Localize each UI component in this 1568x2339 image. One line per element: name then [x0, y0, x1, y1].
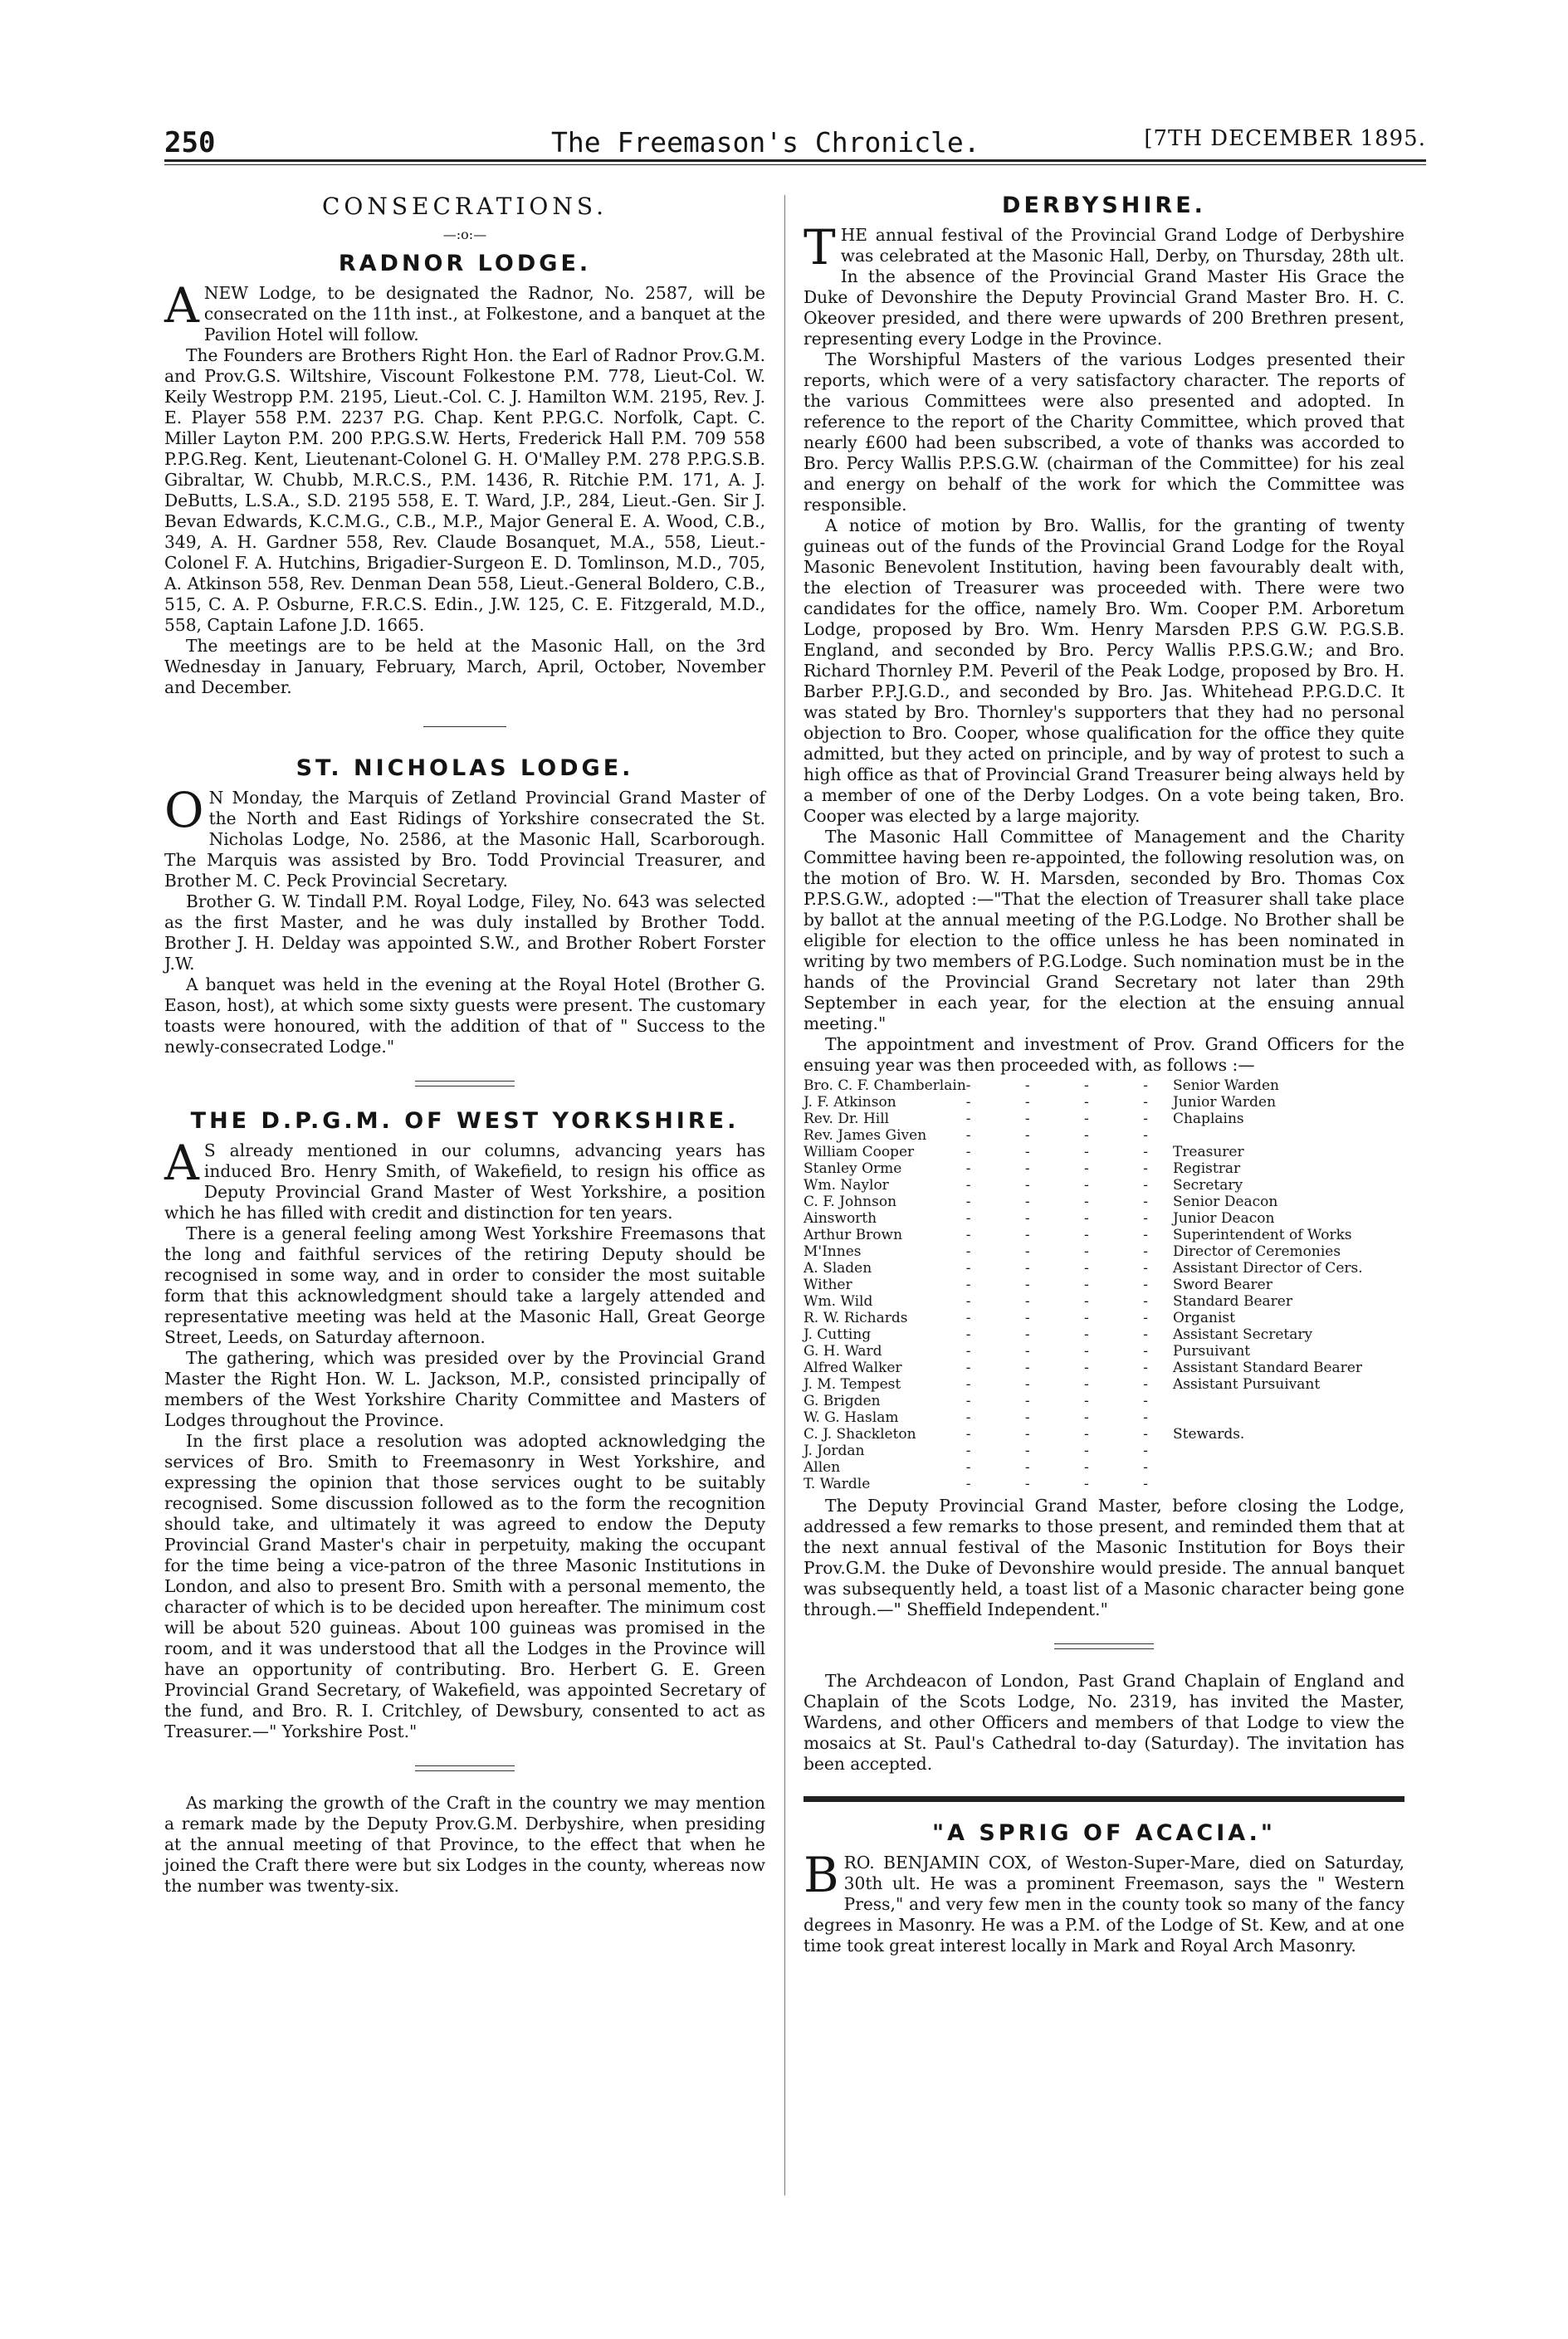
appointment-row [804, 1160, 1404, 1177]
appointment-name: M'Innes [804, 1243, 862, 1260]
appointment-row [804, 1127, 1404, 1144]
leader-dashes: - - - - [965, 1260, 1173, 1277]
st-nicholas-article [164, 755, 765, 1057]
appointment-office: Director of Ceremonies [1172, 1243, 1341, 1260]
derbyshire-para-5: The appointment and investment of Prov. Grand Officers for the ensuing year was then proceeded with, as follows :— [804, 1034, 1404, 1075]
appointment-office: Pursuivant [1172, 1343, 1251, 1360]
section-ornament: —:o:— [442, 227, 487, 242]
derbyshire-para-3: A notice of motion by Bro. Wallis, for the granting of twenty guineas out of the funds of the Provincial Grand Lodge for the Royal Masonic Benevolent Institution, having been favourably dealt with, the election of Treasurer was proceeded with. There were two candidates for the office, namely Bro. Wm. Cooper P.M. Arboretum Lodge, proposed by Bro. Wm. Henry Marsden P.P.S G.W. P.G.S.B. England, and seconded by Bro. Percy Wallis P.P.S.G.W.; and Bro. Richard Thornley P.M. Peveril of the Peak Lodge, proposed by Bro. H. Barber P.P.J.G.D., and seconded by Bro. Jas. Whitehead P.P.G.D.C. It was stated by Bro. Thornley's supporters that they had no personal objection to Bro. Cooper, whose qualification for the office they quite admitted, but they acted on principle, and by way of protest to such a high office as that of Provincial Grand Treasurer being always held by a member of one of the Derby Lodges. On a vote being taken, Bro. Cooper was elected by a large majority. [804, 515, 1404, 826]
appointment-row [804, 1326, 1404, 1343]
archdeacon-note: The Archdeacon of London, Past Grand Chaplain of England and Chaplain of the Scots Lodge, No. 2319, has invited the Master, Wardens, and other Officers and members of that Lodge to view the mosaics at St. Paul's Cathedral to-day (Saturday). The invitation has been accepted. [804, 1671, 1404, 1774]
leader-dashes: - - - - [965, 1243, 1173, 1260]
st-nicholas-para-3: A banquet was held in the evening at the Royal Hotel (Brother G. Eason, host), at which some sixty guests were present. The customary toasts were honoured, with the addition of that of " Success to the newly-consecrated Lodge." [164, 974, 765, 1057]
appointment-row [804, 1111, 1404, 1127]
appointment-name: J. Cutting [804, 1326, 872, 1343]
appointment-name: Stanley Orme [804, 1160, 902, 1177]
appointment-name: Alfred Walker [804, 1360, 902, 1376]
leader-dashes: - - - - [965, 1459, 1173, 1476]
acacia-heading: "A SPRIG OF ACACIA." [932, 1820, 1276, 1846]
appointment-name: William Cooper [804, 1144, 915, 1160]
appointment-office [1173, 1409, 1404, 1426]
derbyshire-para-1: THE annual festival of the Provincial Grand Lodge of Derbyshire was celebrated at the Masonic Hall, Derby, on Thursday, 28th ult. In the absence of the Provincial Grand Master His Grace the Duke of Devonshire the Deputy Provincial Grand Master Bro. H. C. Okeover presided, and there were upwards of 200 Brethren present, representing every Lodge in the Province. [804, 219, 1404, 349]
appointment-office [1173, 1443, 1404, 1459]
header-rule-thick [164, 159, 1426, 162]
leader-dashes: - - - - [965, 1094, 1173, 1111]
leader-dashes: - - - - [965, 1409, 1173, 1426]
leader-dashes: - - - - [965, 1310, 1173, 1326]
radnor-founders: The Founders are Brothers Right Hon. the Earl of Radnor Prov.G.M. and Prov.G.S. Wiltshire, Viscount Folkestone P.M. 778, Lieut-Col. W. Keily Westropp P.M. 2195, Lieut.-Col. C. J. Hamilton W.M. 2195, Rev. J. E. Player 558 P.M. 2237 P.G. Chap. Kent P.P.G.C. Norfolk, Capt. C. Miller Layton P.M. 200 P.P.G.S.W. Herts, Frederick Hall P.M. 709 558 P.P.G.Reg. Kent, Lieutenant-Colonel G. H. O'Malley P.M. 278 P.P.G.S.B. Gibraltar, W. Chubb, M.R.C.S., P.M. 1436, R. Ritchie P.M. 171, A. J. DeButts, L.S.A., S.D. 2195 558, E. T. Ward, J.P., 284, Lieut.-Gen. Sir J. Bevan Edwards, K.C.M.G., C.B., M.P., Major General E. A. Wood, C.B., 349, A. H. Gardner 558, Rev. Claude Bosanquet, M.A., 558, Lieut.-Colonel F. A. Hutchins, Brigadier-Surgeon E. D. Tomlinson, M.D., 705, A. Atkinson 558, Rev. Denman Dean 558, Lieut.-General Boldero, C.B., 515, C. A. P. Osburne, F.R.C.S. Edin., J.W. 125, C. E. Fitzgerald, M.D., 558, Captain Lafone J.D. 1665. [164, 345, 765, 635]
leader-dashes: - - - - [965, 1343, 1173, 1360]
derbyshire-heading: DERBYSHIRE. [1002, 193, 1206, 218]
appointment-row [804, 1210, 1404, 1227]
radnor-heading: RADNOR LODGE. [338, 251, 592, 276]
leader-dashes: - - - - [965, 1443, 1173, 1459]
radnor-lodge-article [164, 251, 765, 698]
appointment-row [804, 1144, 1404, 1160]
appointment-row [804, 1426, 1404, 1443]
appointment-row [804, 1360, 1404, 1376]
appointment-office: Treasurer [1172, 1144, 1244, 1160]
drop-cap: A [164, 277, 199, 334]
radnor-meetings: The meetings are to be held at the Masonic Hall, on the 3rd Wednesday in January, February, March, April, October, November and December. [164, 636, 765, 697]
derbyshire-article [804, 193, 1404, 1620]
appointment-row [804, 1343, 1404, 1360]
leader-dashes: - - - - [965, 1160, 1173, 1177]
column-separator [784, 195, 785, 2195]
appointment-name: J. F. Atkinson [804, 1094, 896, 1111]
appointment-name: Rev. James Given [804, 1127, 927, 1144]
appointment-office [1173, 1459, 1404, 1476]
leader-dashes: - - - - [965, 1326, 1173, 1343]
heavy-rule [804, 1796, 1404, 1802]
dpgm-para-1: A S already mentioned in our columns, advancing years has induced Bro. Henry Smith, of Wakefield, to resign his office as Deputy Provincial Grand Master of West Yorkshire, a position which he has filled with credit and distinction for ten years. [164, 1135, 765, 1223]
appointment-row [804, 1376, 1404, 1393]
derbyshire-para-4: The Masonic Hall Committee of Management and the Charity Committee having been re-appointed, the following resolution was, on the motion of Bro. W. H. Marsden, seconded by Bro. Thomas Cox P.P.S.G.W., adopted :—"That the election of Treasurer shall take place by ballot at the annual meeting of the P.G.Lodge. No Brother shall be eligible for election to the office unless he has been nominated in writing by two members of P.G.Lodge. Such nomination must be in the hands of the Provincial Grand Secretary not later than 29th September in each year, for the election at the ensuing annual meeting." [804, 827, 1404, 1033]
acacia-para-1: BRO. BENJAMIN COX, of Weston-Super-Mare, died on Saturday, 30th ult. He was a prominent Freemason, says the " Western Press," and very few men in the county took so many of the fancy degrees in Masonry. He was a P.M. of the Lodge of St. Kew, and at one time took great interest locally in Mark and Royal Arch Masonry. [804, 1847, 1404, 1956]
leader-dashes: - - - - [965, 1077, 1173, 1094]
appointment-office: Superintendent of Works [1172, 1227, 1352, 1243]
leader-dashes: - - - - [965, 1127, 1173, 1144]
st-nicholas-para-1: O N Monday, the Marquis of Zetland Provincial Grand Master of the North and East Ridings of Yorkshire consecrated the St. Nicholas Lodge, No. 2586, at the Masonic Hall, Scarborough. The Marquis was assisted by Bro. Todd Provincial Treasurer, and Brother M. C. Peck Provincial Secretary. [164, 782, 765, 891]
appointment-row [804, 1393, 1404, 1409]
appointment-office: Junior Deacon [1172, 1210, 1275, 1227]
appointment-name: Ainsworth [804, 1210, 877, 1227]
appointment-name: C. J. Shackleton [804, 1426, 916, 1443]
appointment-office: Sword Bearer [1172, 1277, 1272, 1293]
appointment-office: Senior Deacon [1172, 1194, 1278, 1210]
masthead [164, 126, 1426, 159]
leader-dashes: - - - - [965, 1111, 1173, 1127]
appointment-name: A. Sladen [804, 1260, 872, 1277]
appointment-name: T. Wardle [804, 1476, 871, 1492]
leader-dashes: - - - - [965, 1177, 1173, 1194]
derbyshire-para-6: The Deputy Provincial Grand Master, before closing the Lodge, addressed a few remarks to those present, and reminded them that at the next annual festival of the Masonic Institution for Boys their Prov.G.M. the Duke of Devonshire would preside. The annual banquet was subsequently held, a toast list of a Masonic character being gone through.—" Sheffield Independent." [804, 1496, 1404, 1619]
appointment-office: Secretary [1172, 1177, 1243, 1194]
dpgm-para-4: In the first place a resolution was adopted acknowledging the services of Bro. Smith to Freemasonry in West Yorkshire, and expressing the opinion that those services ought to be suitably recognised. Some discussion followed as to the form the recognition should take, and ultimately it was agreed to endow the Deputy Provincial Grand Master's chair in perpetuity, making the occupant for the time being a vice-patron of the three Masonic Institutions in London, and also to present Bro. Smith with a personal memento, the character of which is to be decided upon hereafter. The minimum cost will be about 520 guineas. About 100 guineas was promised in the room, and it was understood that all the Lodges in the Province will have an opportunity of contributing. Bro. Herbert G. E. Green Provincial Grand Secretary, of Wakefield, was appointed Secretary of the fund, and Bro. R. I. Critchley, of Dewsbury, consented to act as Treasurer.—" Yorkshire Post." [164, 1431, 765, 1741]
consecrations-heading: CONSECRATIONS. [322, 193, 608, 220]
appointment-name: W. G. Haslam [804, 1409, 899, 1426]
appointment-office: Junior Warden [1172, 1094, 1277, 1111]
dpgm-heading: THE D.P.G.M. OF WEST YORKSHIRE. [190, 1108, 740, 1134]
appointment-office: Assistant Secretary [1172, 1326, 1313, 1343]
appointment-name: J. Jordan [804, 1443, 865, 1459]
appointment-name: Wm. Naylor [804, 1177, 889, 1194]
appointment-office: Chaplains [1172, 1111, 1244, 1127]
appointment-row [804, 1177, 1404, 1194]
appointment-row [804, 1310, 1404, 1326]
dpgm-para-2: There is a general feeling among West Yorkshire Freemasons that the long and faithful services of the retiring Deputy should be recognised in some way, and in order to consider the most suitable form that this acknowledgment should take a largely attended and representative meeting was held at the Masonic Hall, Great George Street, Leeds, on Saturday afternoon. [164, 1223, 765, 1347]
appointment-row [804, 1077, 1404, 1094]
appointment-name: G. H. Ward [804, 1343, 882, 1360]
appointment-name: R. W. Richards [804, 1310, 908, 1326]
divider [415, 1081, 515, 1086]
drop-cap: O [164, 782, 204, 838]
leader-dashes: - - - - [965, 1194, 1173, 1210]
divider [423, 726, 506, 727]
dpgm-article [164, 1108, 765, 1742]
leader-dashes: - - - - [965, 1393, 1173, 1409]
page-number: 250 [164, 126, 216, 159]
appointment-name: Allen [804, 1459, 841, 1476]
drop-cap: A [164, 1135, 199, 1191]
divider [415, 1765, 515, 1771]
leader-dashes: - - - - [965, 1476, 1173, 1492]
appointment-office: Assistant Director of Cers. [1172, 1260, 1363, 1277]
appointment-name: G. Brigden [804, 1393, 881, 1409]
appointment-office: Registrar [1172, 1160, 1241, 1177]
appointment-office [1173, 1476, 1404, 1492]
appointment-row [804, 1293, 1404, 1310]
leader-dashes: - - - - [965, 1227, 1173, 1243]
appointment-name: Rev. Dr. Hill [804, 1111, 890, 1127]
appointment-office: Stewards. [1172, 1426, 1245, 1443]
left-column [164, 193, 765, 1897]
appointment-name: J. M. Tempest [804, 1376, 901, 1393]
leader-dashes: - - - - [965, 1360, 1173, 1376]
appointment-office: Assistant Standard Bearer [1172, 1360, 1362, 1376]
appointment-office: Organist [1172, 1310, 1235, 1326]
right-column [804, 193, 1404, 1956]
appointment-row [804, 1459, 1404, 1476]
appointment-row [804, 1260, 1404, 1277]
appointment-name: Wither [804, 1277, 852, 1293]
appointments-table [804, 1077, 1404, 1492]
leader-dashes: - - - - [965, 1144, 1173, 1160]
appointment-row [804, 1277, 1404, 1293]
appointment-row [804, 1194, 1404, 1210]
drop-cap: B [804, 1847, 839, 1903]
appointment-name: Bro. C. F. Chamberlain [804, 1077, 966, 1094]
radnor-para-1: ANEW Lodge, to be designated the Radnor, No. 2587, will be consecrated on the 11th inst., at Folkestone, and a banquet at the Pavilion Hotel will follow. [164, 277, 765, 344]
appointment-office: Senior Warden [1172, 1077, 1279, 1094]
leader-dashes: - - - - [965, 1210, 1173, 1227]
appointment-office [1173, 1127, 1404, 1144]
publication-title: The Freemason's Chronicle. [551, 126, 980, 159]
appointment-row [804, 1476, 1404, 1492]
appointment-name: Wm. Wild [804, 1293, 873, 1310]
appointment-name: C. F. Johnson [804, 1194, 897, 1210]
st-nicholas-heading: ST. NICHOLAS LODGE. [296, 755, 634, 781]
craft-growth-note: As marking the growth of the Craft in the country we may mention a remark made by the Deputy Prov.G.M. Derbyshire, when presiding at the annual meeting of that Province, to the effect that when he joined the Craft there were but six Lodges in the county, whereas now the number was twenty-six. [164, 1793, 765, 1896]
appointment-row [804, 1094, 1404, 1111]
appointment-row [804, 1409, 1404, 1426]
header-rule-thin [164, 164, 1426, 165]
acacia-article [804, 1820, 1404, 1956]
appointment-office [1173, 1393, 1404, 1409]
drop-cap: T [804, 219, 836, 276]
appointment-row [804, 1243, 1404, 1260]
divider [1054, 1643, 1154, 1649]
leader-dashes: - - - - [965, 1376, 1173, 1393]
appointment-office: Standard Bearer [1172, 1293, 1292, 1310]
appointment-row [804, 1227, 1404, 1243]
appointment-row [804, 1443, 1404, 1459]
derbyshire-para-2: The Worshipful Masters of the various Lodges presented their reports, which were of a very satisfactory character. The reports of the various Committees were also presented and adopted. In reference to the report of the Charity Committee, which proved that nearly £600 had been subscribed, a vote of thanks was accorded to Bro. Percy Wallis P.P.S.G.W. (chairman of the Committee) for his zeal and energy on behalf of the work for which the Committee was responsible. [804, 349, 1404, 515]
appointment-office: Assistant Pursuivant [1172, 1376, 1321, 1393]
leader-dashes: - - - - [965, 1426, 1173, 1443]
st-nicholas-para-2: Brother G. W. Tindall P.M. Royal Lodge, Filey, No. 643 was selected as the first Master, and he was duly installed by Brother Todd. Brother J. H. Delday was appointed S.W., and Brother Robert Forster J.W. [164, 891, 765, 974]
appointment-name: Arthur Brown [804, 1227, 903, 1243]
leader-dashes: - - - - [965, 1277, 1173, 1293]
issue-date: [7TH DECEMBER 1895. [1144, 126, 1426, 151]
leader-dashes: - - - - [965, 1293, 1173, 1310]
dpgm-para-3: The gathering, which was presided over by the Provincial Grand Master the Right Hon. W. L. Jackson, M.P., consisted principally of members of the West Yorkshire Charity Committee and Masters of Lodges throughout the Province. [164, 1348, 765, 1430]
